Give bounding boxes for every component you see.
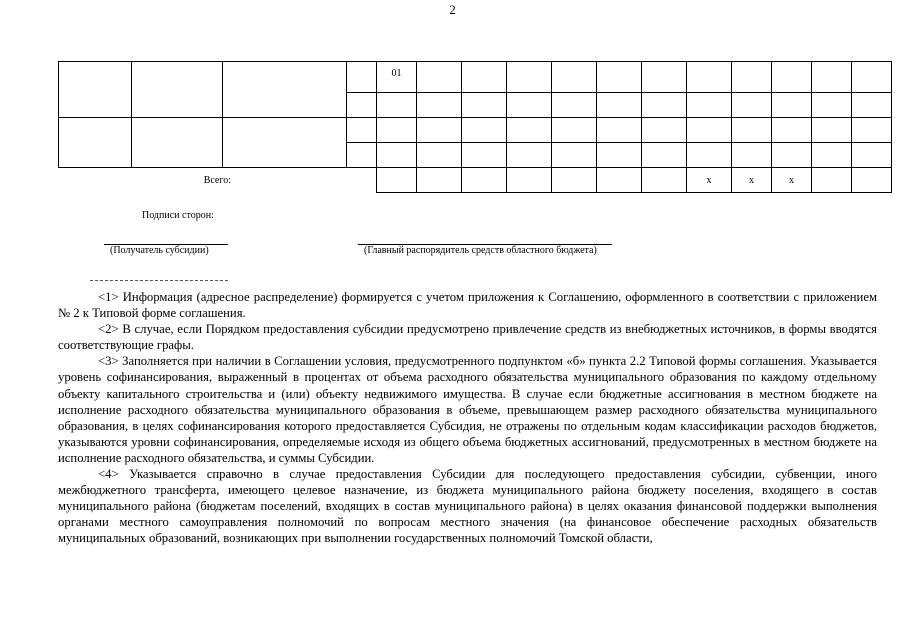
table-cell xyxy=(347,118,377,143)
table-cell xyxy=(552,143,597,168)
table-cell xyxy=(59,62,132,118)
table-cell xyxy=(462,62,507,93)
table-cell xyxy=(597,93,642,118)
table-cell xyxy=(552,62,597,93)
table-cell xyxy=(417,143,462,168)
table-cell xyxy=(597,118,642,143)
table-cell xyxy=(687,143,732,168)
table-cell xyxy=(642,143,687,168)
table-cell xyxy=(852,143,892,168)
table-cell xyxy=(417,62,462,93)
table-cell xyxy=(642,118,687,143)
table-cell xyxy=(462,118,507,143)
table-cell xyxy=(772,118,812,143)
table-cell xyxy=(223,62,347,118)
table-cell xyxy=(687,93,732,118)
table-cell xyxy=(812,93,852,118)
total-cell: x xyxy=(772,168,812,193)
table-cell xyxy=(507,118,552,143)
footnote-1: <1> Информация (адресное распределение) формируется с учетом приложения к Соглашению, оформленного в соответствии с приложением № 2 к Типовой форме соглашения. xyxy=(58,290,877,321)
table-cell xyxy=(772,62,812,93)
table-cell xyxy=(597,62,642,93)
table-cell xyxy=(852,93,892,118)
table-cell xyxy=(417,93,462,118)
table-cell xyxy=(812,143,852,168)
row-code-cell: 01 xyxy=(377,62,417,93)
table-cell xyxy=(852,118,892,143)
distributor-label: (Главный распорядитель средств областного бюджета) xyxy=(364,245,597,256)
signatures-heading: Подписи сторон: xyxy=(142,210,214,221)
total-cell xyxy=(642,168,687,193)
distribution-table xyxy=(58,61,892,193)
footnote-2: <2> В случае, если Порядком предоставления субсидии предусмотрено привлечение средств из внебюджетных источников, в формы вводятся соответствующие графы. xyxy=(58,322,877,353)
total-label: Всего: xyxy=(59,168,377,193)
total-cell xyxy=(462,168,507,193)
table-cell xyxy=(687,118,732,143)
table-row xyxy=(59,62,892,93)
total-cell xyxy=(552,168,597,193)
total-cell xyxy=(812,168,852,193)
table-cell xyxy=(132,62,223,118)
table-cell xyxy=(687,62,732,93)
table-cell xyxy=(347,93,377,118)
table-cell xyxy=(732,118,772,143)
table-cell xyxy=(377,118,417,143)
total-cell xyxy=(852,168,892,193)
table-cell xyxy=(377,143,417,168)
table-cell xyxy=(642,93,687,118)
recipient-label: (Получатель субсидии) xyxy=(110,245,209,256)
table-cell xyxy=(507,143,552,168)
table-cell xyxy=(132,118,223,168)
table-cell xyxy=(772,93,812,118)
total-cell: x xyxy=(687,168,732,193)
table-cell xyxy=(462,143,507,168)
footnote-4: <4> Указывается справочно в случае предоставления Субсидии для последующего предоставления субсидии, субвенции, иного межбюджетного трансферта, имеющего целевое назначение, из бюджета муниципального района бюджету поселения, входящего в состав муниципального района (бюджетам поселений, входящих в состав муниципального района) в целях оказания финансовой поддержки выполнения органами местного самоуправления полномочий по вопросам местного значения (на финансовое обеспечение расходных обязательств муниципальных образований, возникающих при выполнении государственных полномочий Томской области, xyxy=(58,467,877,546)
total-cell: x xyxy=(732,168,772,193)
table-cell xyxy=(812,62,852,93)
table-cell xyxy=(507,62,552,93)
table-cell xyxy=(377,93,417,118)
table-cell xyxy=(732,62,772,93)
table-cell xyxy=(462,93,507,118)
table-cell xyxy=(772,143,812,168)
table-cell xyxy=(552,93,597,118)
footnote-separator xyxy=(90,280,228,281)
table-cell xyxy=(732,93,772,118)
table-cell xyxy=(347,62,377,93)
table-cell xyxy=(417,118,462,143)
table-cell xyxy=(552,118,597,143)
total-cell xyxy=(417,168,462,193)
total-row xyxy=(59,168,892,193)
table-cell xyxy=(852,62,892,93)
table-cell xyxy=(59,118,132,168)
table-cell xyxy=(642,62,687,93)
total-cell xyxy=(597,168,642,193)
footnote-3: <3> Заполняется при наличии в Соглашении условия, предусмотренного подпунктом «б» пункта 2.2 Типовой формы соглашения. Указывается уровень софинансирования, выраженный в процентах от объема расходного обязательства муниципального образования по каждому отдельному объекту капитального строительства и (или) объекту недвижимого имущества. В случае если бюджетные ассигнования в местном бюджете на исполнение расходного обязательства муниципального образования в объеме, превышающем размер расходного обязательства муниципального образования, в целях софинансирования которого предоставляется Субсидия, не отражены по отдельным кодам классификации расходов бюджетов, указываются уровни софинансирования, определяемые исходя из общего объема бюджетных ассигнований, предусмотренных в местном бюджете на исполнение расходного обязательства, и суммы Субсидии. xyxy=(58,354,877,465)
table-row xyxy=(59,118,892,143)
table-cell xyxy=(732,143,772,168)
table-cell xyxy=(507,93,552,118)
page-number: 2 xyxy=(449,2,456,17)
table-cell xyxy=(597,143,642,168)
total-cell xyxy=(377,168,417,193)
table-cell xyxy=(223,118,347,168)
table-cell xyxy=(812,118,852,143)
footnotes xyxy=(58,289,877,547)
table-cell xyxy=(347,143,377,168)
total-cell xyxy=(507,168,552,193)
